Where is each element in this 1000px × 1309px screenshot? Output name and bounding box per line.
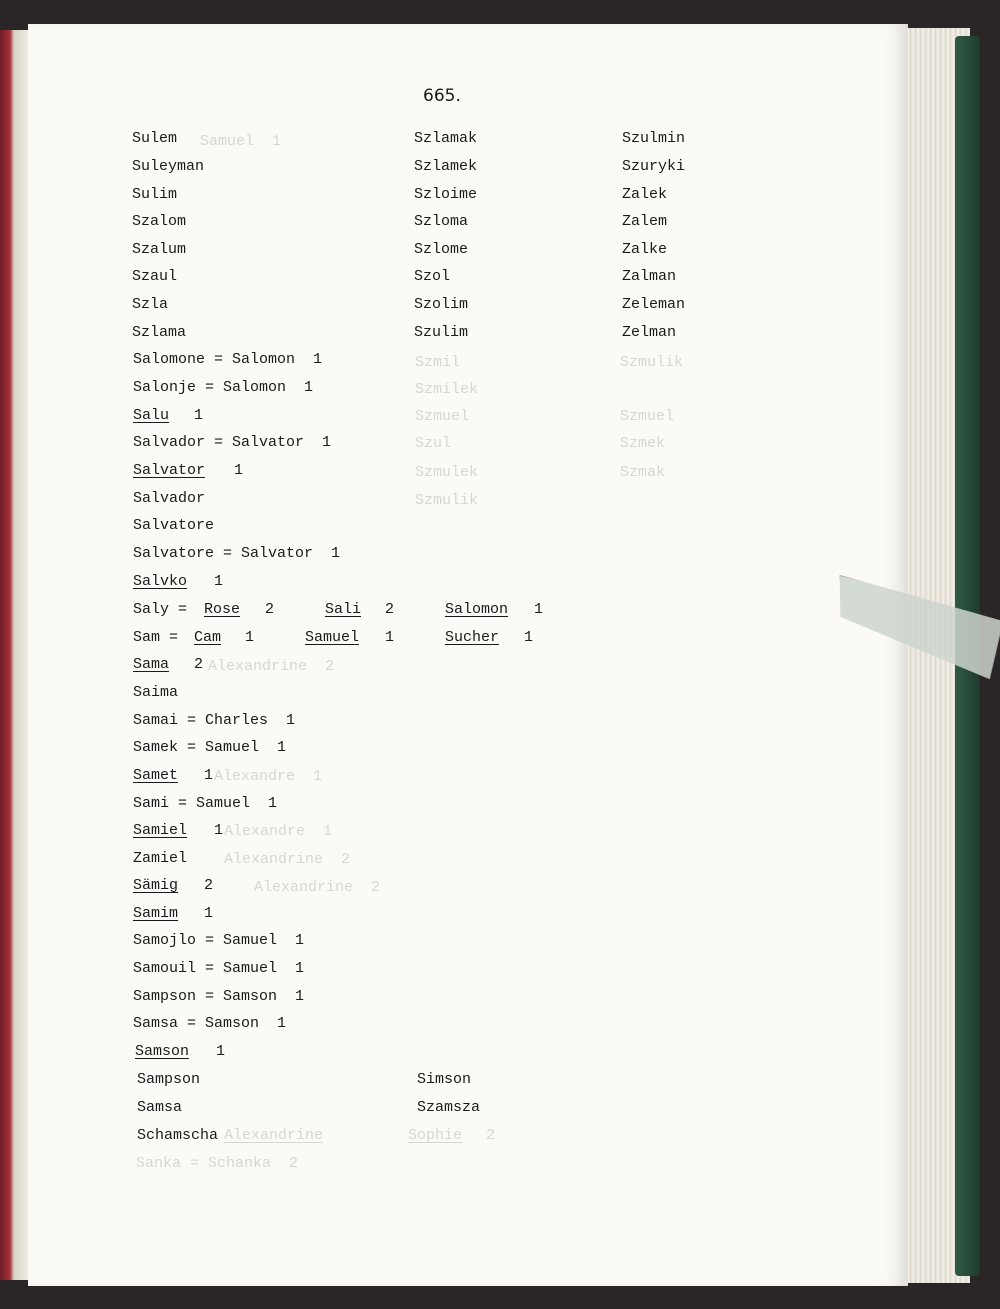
entry-count: 1 — [245, 629, 255, 646]
name-entry: Sami = Samuel 1 — [133, 795, 278, 812]
name-entry-underlined: Samson — [135, 1043, 190, 1060]
show-through-text: Alexandrine — [224, 1127, 324, 1144]
name-entry: Suleyman — [132, 158, 205, 175]
show-through-text: Szmak — [620, 464, 666, 481]
name-entry-underlined: Sama — [133, 656, 170, 673]
name-entry: Szlamek — [414, 158, 478, 175]
show-through-text: Szmek — [620, 435, 666, 452]
name-entry-underlined: Salu — [133, 407, 170, 424]
show-through-text: Szmuel — [620, 408, 675, 425]
entry-count: 1 — [204, 905, 214, 922]
entry-count: 1 — [524, 629, 534, 646]
name-entry: Sam = — [133, 629, 188, 646]
name-entry-underlined: Sali — [325, 601, 362, 618]
page-number: 665. — [423, 86, 461, 106]
entry-count: 1 — [194, 407, 204, 424]
name-entry: Samouil = Samuel 1 — [133, 960, 305, 977]
show-through-text: Szul — [415, 435, 452, 452]
name-entry: Szalom — [132, 213, 187, 230]
show-through-text: Alexandrine 2 — [208, 658, 335, 675]
name-entry-underlined: Samet — [133, 767, 179, 784]
document-page — [28, 24, 908, 1286]
entry-count: 2 — [194, 656, 204, 673]
name-entry: Szlama — [132, 324, 187, 341]
name-entry: Zalem — [622, 213, 668, 230]
name-entry: Samai = Charles 1 — [133, 712, 296, 729]
entry-count: 1 — [534, 601, 544, 618]
show-through-text: Alexandre 1 — [214, 768, 323, 785]
name-entry: Szulim — [414, 324, 469, 341]
show-through-text: Szmulek — [415, 464, 479, 481]
name-entry: Szaul — [132, 268, 178, 285]
name-entry: Salvador — [133, 490, 206, 507]
name-entry: Szalum — [132, 241, 187, 258]
name-entry-underlined: Samiel — [133, 822, 188, 839]
entry-count: 2 — [265, 601, 275, 618]
name-entry-underlined: Salvator — [133, 462, 206, 479]
name-entry: Samsa — [137, 1099, 183, 1116]
show-through-text: Alexandrine 2 — [254, 879, 381, 896]
name-entry: Zalke — [622, 241, 668, 258]
name-entry: Samojlo = Samuel 1 — [133, 932, 305, 949]
show-through-text: Szmulik — [415, 492, 479, 509]
show-through-text: 2 — [486, 1127, 496, 1144]
name-entry: Szlome — [414, 241, 469, 258]
entry-count: 1 — [214, 822, 224, 839]
entry-count: 1 — [214, 573, 224, 590]
name-entry: Salvatore — [133, 517, 215, 534]
name-entry: Szol — [414, 268, 451, 285]
name-entry-underlined: Sämig — [133, 877, 179, 894]
name-entry: Samek = Samuel 1 — [133, 739, 287, 756]
name-entry: Szlamak — [414, 130, 478, 147]
name-entry: Salvatore = Salvator 1 — [133, 545, 341, 562]
name-entry: Samsa = Samson 1 — [133, 1015, 287, 1032]
name-entry-underlined: Sucher — [445, 629, 500, 646]
entry-count: 1 — [204, 767, 214, 784]
name-entry: Szloime — [414, 186, 478, 203]
show-through-text: Szmuel — [415, 408, 470, 425]
name-entry: Szloma — [414, 213, 469, 230]
name-entry: Schamscha — [137, 1127, 219, 1144]
name-entry-underlined: Salvko — [133, 573, 188, 590]
name-entry-underlined: Samuel — [305, 629, 360, 646]
entry-count: 2 — [204, 877, 214, 894]
entry-count: 2 — [385, 601, 395, 618]
entry-count: 1 — [234, 462, 244, 479]
name-entry: Sampson — [137, 1071, 201, 1088]
show-through-text: Szmilek — [415, 381, 479, 398]
name-entry: Zamiel — [133, 850, 188, 867]
book-left-edge — [0, 30, 30, 1280]
name-entry: Szulmin — [622, 130, 686, 147]
name-entry-underlined: Rose — [204, 601, 241, 618]
name-entry: Saly = — [133, 601, 197, 618]
show-through-text: Samuel 1 — [200, 133, 282, 150]
name-entry: Zalman — [622, 268, 677, 285]
show-through-text: Sanka = Schanka 2 — [136, 1155, 299, 1172]
show-through-text: Szmil — [415, 354, 461, 371]
name-entry-underlined: Cam — [194, 629, 222, 646]
name-entry-underlined: Samim — [133, 905, 179, 922]
name-entry: Zeleman — [622, 296, 686, 313]
name-entry: Zelman — [622, 324, 677, 341]
name-entry: Sulem — [132, 130, 178, 147]
name-entry: Szolim — [414, 296, 469, 313]
entry-count: 1 — [216, 1043, 226, 1060]
name-entry: Salomone = Salomon 1 — [133, 351, 323, 368]
name-entry: Saima — [133, 684, 179, 701]
name-entry: Sulim — [132, 186, 178, 203]
show-through-text: Szmulik — [620, 354, 684, 371]
name-entry-underlined: Salomon — [445, 601, 509, 618]
name-entry: Szamsza — [417, 1099, 481, 1116]
name-entry: Salonje = Salomon 1 — [133, 379, 314, 396]
show-through-text: Alexandre 1 — [224, 823, 333, 840]
name-entry: Salvador = Salvator 1 — [133, 434, 332, 451]
name-entry: Sampson = Samson 1 — [133, 988, 305, 1005]
show-through-text: Sophie — [408, 1127, 463, 1144]
name-entry: Szuryki — [622, 158, 686, 175]
name-entry: Simson — [417, 1071, 472, 1088]
entry-count: 1 — [385, 629, 395, 646]
name-entry: Szla — [132, 296, 169, 313]
show-through-text: Alexandrine 2 — [224, 851, 351, 868]
name-entry: Zalek — [622, 186, 668, 203]
